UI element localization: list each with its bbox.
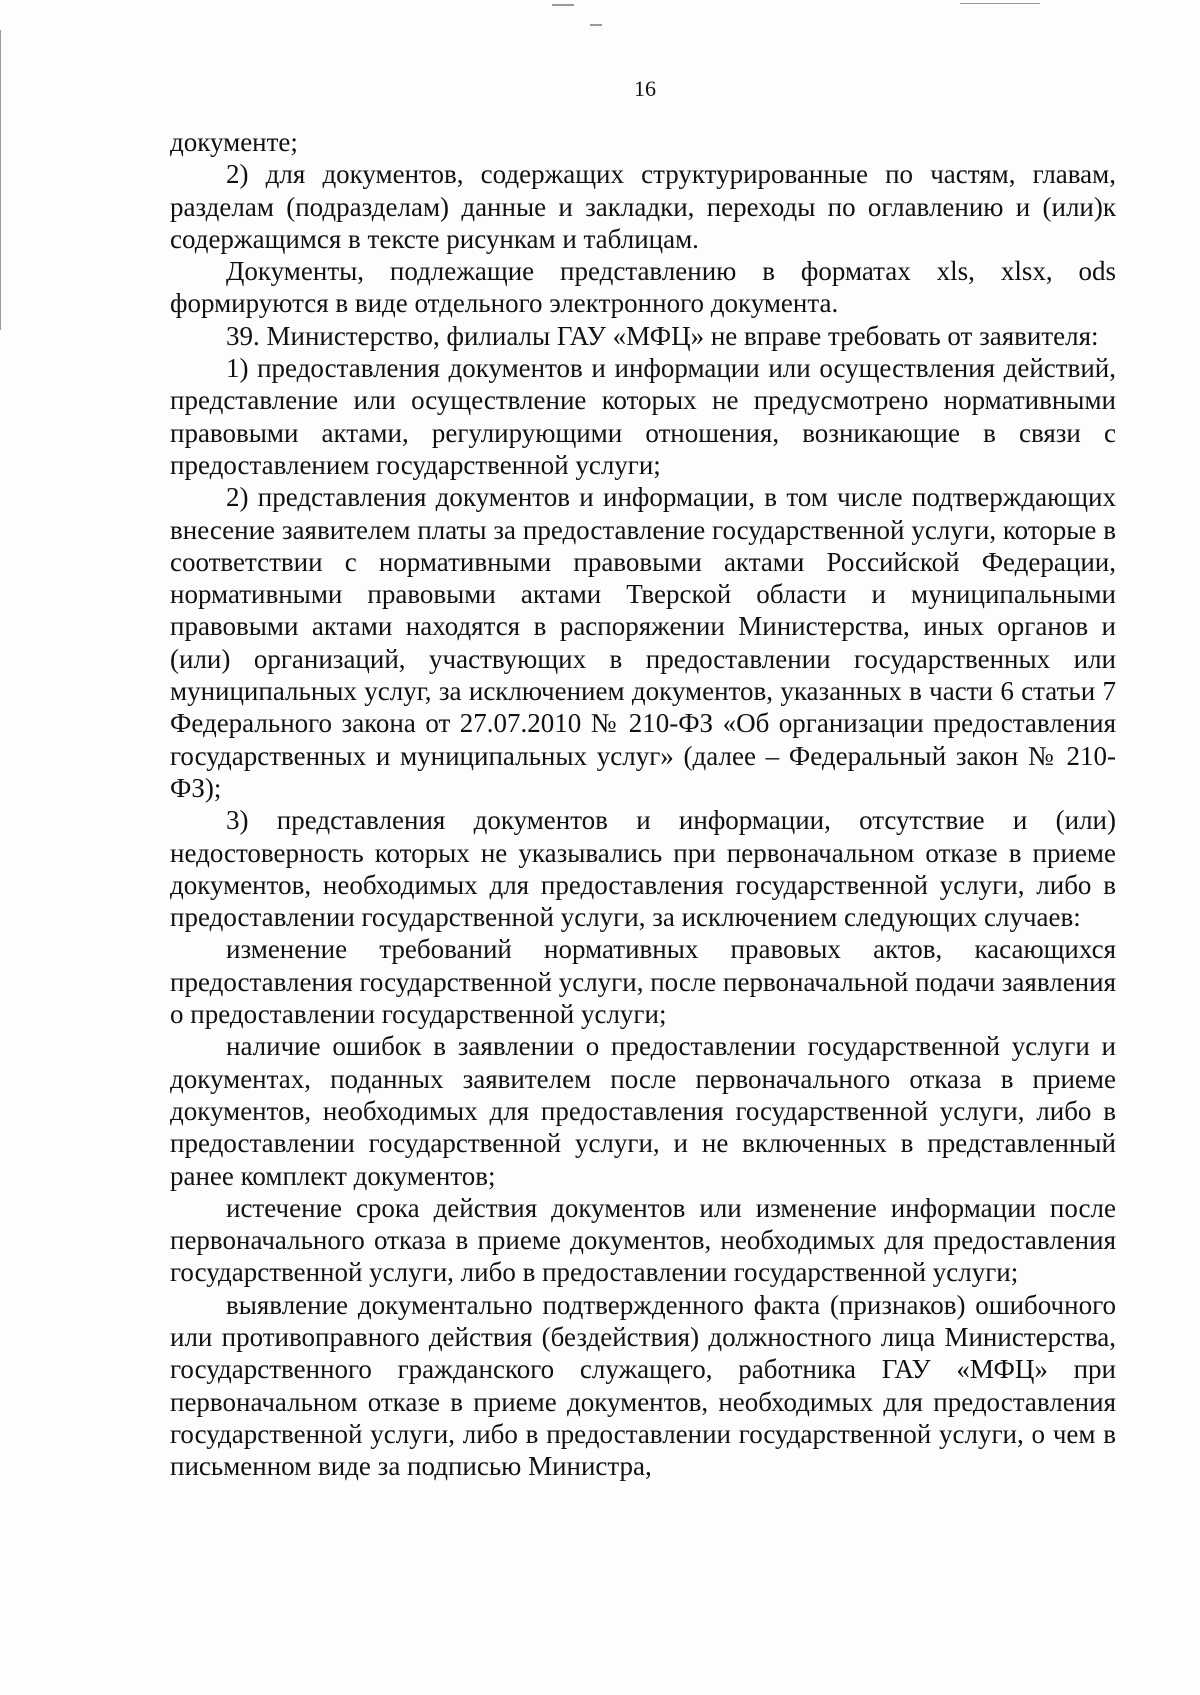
- scan-artifact-top-small: [590, 24, 602, 26]
- paragraph-case-misconduct: выявление документально подтвержденного факта (признаков) ошибочного или противоправного действия (бездействия) должностного лица Министерства, государственного гражданского служащего, работника ГАУ «МФЦ» при первоначальном отказе в приеме документов, необходимых для предоставления государственной услуги, либо в предоставлении государственной услуги, о чем в письменном виде за подписью Министра,: [170, 1289, 1116, 1482]
- document-body: [170, 126, 1116, 1482]
- scan-artifact-left-edge: [0, 30, 1, 330]
- paragraph-case-errors: наличие ошибок в заявлении о предоставлении государственной услуги и документах, поданных заявителем после первоначального отказа в приеме документов, необходимых для предоставления государственной услуги, либо в предоставлении государственной услуги, и не включенных в представленный ранее комплект документов;: [170, 1031, 1116, 1191]
- paragraph-item-3: 3) представления документов и информации, отсутствие и (или) недостоверность которых не указывались при первоначальном отказе в приеме документов, необходимых для предоставления государственной услуги, либо в предоставлении государственной услуги, за исключением следующих случаев:: [170, 805, 1116, 933]
- scan-artifact-top: [552, 4, 574, 6]
- paragraph-continuation: документе;: [170, 127, 298, 157]
- paragraph-formats: Документы, подлежащие представлению в форматах xls, xlsx, ods формируются в виде отдельного электронного документа.: [170, 256, 1116, 319]
- scan-artifact-top-right: [960, 3, 1040, 4]
- paragraph-clause-39: 39. Министерство, филиалы ГАУ «МФЦ» не вправе требовать от заявителя:: [226, 320, 1099, 351]
- paragraph-item-2: 2) представления документов и информации, в том числе подтверждающих внесение заявителем платы за предоставление государственной услуги, которые в соответствии с нормативными правовыми актами Российской Федерации, нормативными правовыми актами Тверской области и муниципальными правовыми актами находятся в распоряжении Министерства, иных органов и (или) организаций, участвующих в предоставлении государственных или муниципальных услуг, за исключением документов, указанных в части 6 статьи 7 Федерального закона от 27.07.2010 № 210-ФЗ «Об организации предоставления государственных и муниципальных услуг» (далее – Федеральный закон № 210-ФЗ);: [170, 482, 1116, 803]
- paragraph-case-expiry: истечение срока действия документов или изменение информации после первоначального отказа в приеме документов, необходимых для предоставления государственной услуги, либо в предоставлении государственной услуги;: [170, 1192, 1116, 1288]
- page-number: 16: [634, 76, 656, 101]
- paragraph-item-2-structured-docs: 2) для документов, содержащих структурированные по частям, главам, разделам (подразделам) данные и закладки, переходы по оглавлению и (или)к содержащимся в тексте рисункам и таблицам.: [170, 159, 1116, 254]
- paragraph-item-1: 1) предоставления документов и информации или осуществления действий, представление или осуществление которых не предусмотрено нормативными правовыми актами, регулирующими отношения, возникающие в связи с предоставлением государственной услуги;: [170, 353, 1116, 480]
- paragraph-case-requirements-change: изменение требований нормативных правовых актов, касающихся предоставления государственной услуги, после первоначальной подачи заявления о предоставлении государственной услуги;: [170, 934, 1116, 1030]
